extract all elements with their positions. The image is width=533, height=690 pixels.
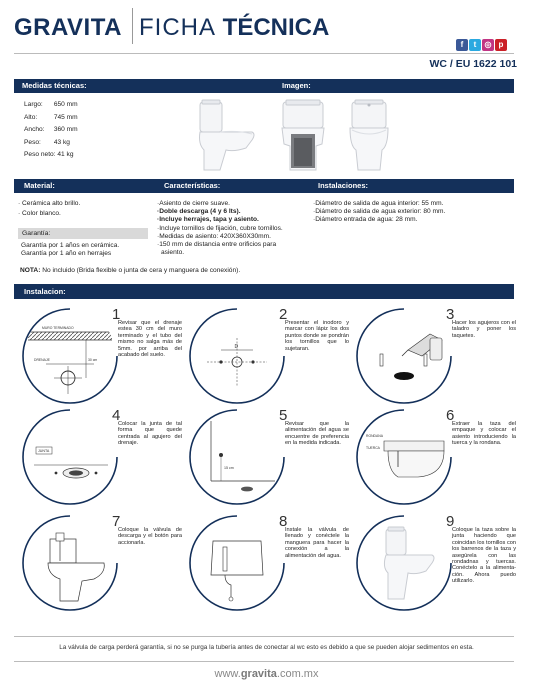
section-bar-features bbox=[14, 179, 514, 193]
step-number: 3 bbox=[446, 306, 455, 323]
title-bold: TÉCNICA bbox=[222, 14, 330, 41]
list-item: ·Doble descarga (4 y 6 lts). bbox=[157, 208, 241, 216]
step-number: 6 bbox=[446, 407, 455, 424]
medidas-list bbox=[24, 101, 144, 164]
section-bar-specs bbox=[14, 79, 514, 93]
step-illustration bbox=[191, 310, 283, 402]
label-rondana: RONDANA bbox=[366, 434, 383, 438]
list-item: ·Diámetro de salida de agua interior: 55 mm. bbox=[313, 200, 444, 207]
step-illustration bbox=[24, 411, 116, 503]
label-muro: MURO TERMINADO bbox=[42, 326, 74, 330]
step-text: Extraer la taza del empaque y colocar el asiento introduciendo la tuerca y la rondana. bbox=[452, 421, 516, 447]
nota-label: NOTA: bbox=[20, 267, 41, 274]
list-item: ·Diámetro entrada de agua: 28 mm. bbox=[313, 216, 418, 224]
product-image-front bbox=[346, 98, 392, 174]
list-item: ·Incluye herrajes, tapa y asiento. bbox=[157, 216, 259, 224]
instalaciones-list bbox=[313, 200, 513, 225]
instalaciones-heading: Instalaciones: bbox=[318, 181, 369, 190]
install-step-2 bbox=[181, 304, 349, 409]
product-image-side bbox=[190, 98, 262, 174]
material-heading: Material: bbox=[24, 181, 55, 190]
step-number: 1 bbox=[112, 306, 121, 323]
step-illustration bbox=[358, 517, 450, 609]
step-text: Presentar el inodoro y marcar con lápiz los dos puntos donde se pondrán los tornillos que lo sujetaran. bbox=[285, 320, 349, 352]
title-light: FICHA bbox=[139, 14, 216, 41]
label-drenaje: DRENAJE bbox=[34, 358, 50, 362]
step-text: Coloque la taza sobre la junta haciendo que coincidan los tornillos con los barrenos de la taza y asegúrela con las rondadnas y tuercas. Conéctelo a la alimenta-ción. Ahora puedo utilizarlo. bbox=[452, 527, 516, 585]
product-image-back bbox=[278, 98, 328, 174]
step-number: 4 bbox=[112, 407, 121, 424]
section-bar-install bbox=[14, 284, 514, 299]
label-d: D bbox=[234, 344, 239, 350]
step-text: Coloque la válvula de descarga y el botón para accionarla. bbox=[118, 527, 182, 546]
instagram-icon[interactable]: ◎ bbox=[482, 39, 494, 51]
imagen-heading: Imagen: bbox=[282, 81, 311, 90]
step-number: 8 bbox=[279, 513, 288, 530]
label-junta: JUNTA bbox=[38, 449, 50, 453]
install-step-7 bbox=[14, 511, 182, 616]
pinterest-icon[interactable]: p bbox=[495, 39, 507, 51]
nota-text: No incluido (Brida flexible o junta de cera y manguera de conexión). bbox=[42, 267, 241, 274]
step-text: Revisar que el drenaje estea 30 cm del muro terminado y el tubo del mismo no salga más de 5mm. por arriba del acabado del suelo. bbox=[118, 320, 182, 359]
step-number: 9 bbox=[446, 513, 455, 530]
list-item: ·Medidas de asiento: 420X360X30mm. bbox=[157, 232, 272, 240]
label-15cm: 15 cm bbox=[224, 466, 234, 470]
header-divider bbox=[132, 8, 133, 44]
material-list bbox=[18, 200, 153, 218]
caracteristicas-list bbox=[157, 200, 307, 257]
list-item: · Cerámica alto brillo. bbox=[18, 200, 81, 207]
install-step-6 bbox=[348, 405, 516, 510]
caracteristicas-heading: Características: bbox=[164, 181, 221, 190]
step-illustration bbox=[191, 517, 283, 609]
footer-disclaimer: La válvula de carga perderá garantía, si no se purga la tubería antes de conectar al wc esto es debido a que se pueden alojar sedimentos en esta. bbox=[59, 644, 474, 651]
instalacion-heading: Instalacion: bbox=[24, 287, 66, 296]
garantia-header: Garantía: bbox=[18, 228, 148, 239]
step-number: 7 bbox=[112, 513, 121, 530]
spec-row: Ancho: 360 mm bbox=[24, 126, 78, 133]
twitter-icon[interactable]: t bbox=[469, 39, 481, 51]
label-tuerca: TUERCA bbox=[366, 446, 380, 450]
list-item: ·150 mm de distancia entre orificios para asiento. bbox=[157, 241, 277, 257]
list-item: Garantía por 1 años en cerámica. bbox=[21, 242, 120, 249]
footer-rule-top bbox=[14, 636, 514, 637]
step-text: Revisar que la alimentación del agua se encuentre de preferencia en la medida indicada. bbox=[285, 421, 349, 447]
step-illustration bbox=[24, 517, 116, 609]
step-illustration bbox=[191, 411, 283, 503]
social-links bbox=[455, 34, 507, 52]
install-step-4 bbox=[14, 405, 182, 510]
install-step-1 bbox=[14, 304, 182, 409]
list-item: · Color blanco. bbox=[18, 210, 61, 218]
step-text: Colocar la junta de tal forma que quede centrada al agujero del drenaje. bbox=[118, 421, 182, 447]
install-step-5 bbox=[181, 405, 349, 510]
spec-row: Peso neto: 41 kg bbox=[24, 151, 74, 158]
spec-row: Alto: 745 mm bbox=[24, 113, 78, 121]
header-rule bbox=[14, 53, 514, 54]
step-illustration bbox=[24, 310, 116, 402]
install-step-9 bbox=[348, 511, 516, 616]
step-illustration bbox=[358, 411, 450, 503]
list-item: ·Diámetro de salida de agua exterior: 80 mm. bbox=[313, 208, 446, 216]
list-item: ·Incluye tornillos de fijación, cubre tornillos. bbox=[157, 224, 283, 232]
install-step-8 bbox=[181, 511, 349, 616]
footer-url[interactable]: www.gravita.com.mx bbox=[214, 668, 319, 680]
footer-rule bbox=[14, 661, 514, 662]
step-number: 5 bbox=[279, 407, 288, 424]
nota bbox=[20, 267, 500, 275]
step-number: 2 bbox=[279, 306, 288, 323]
brand-logo: GRAVITA bbox=[14, 14, 122, 41]
spec-row: Largo: 650 mm bbox=[24, 101, 78, 108]
step-illustration bbox=[358, 310, 450, 402]
page-title bbox=[139, 14, 329, 42]
model-number: WC / EU 1622 101 bbox=[429, 58, 517, 70]
medidas-heading: Medidas técnicas: bbox=[22, 81, 87, 90]
list-item: ·Asiento de cierre suave. bbox=[157, 200, 230, 207]
step-text: Instale la válvula de llenado y conéctele la manguera para hacer la conexión a la alimentación del agua. bbox=[285, 527, 349, 559]
list-item: Garantía por 1 año en herrajes bbox=[21, 250, 112, 258]
step-text: Hacer los agujeros con el taladro y poner los taquetes. bbox=[452, 320, 516, 339]
spec-row: Peso: 43 kg bbox=[24, 138, 70, 146]
facebook-icon[interactable]: f bbox=[456, 39, 468, 51]
garantia-list bbox=[21, 242, 161, 258]
install-step-3 bbox=[348, 304, 516, 409]
label-30cm: 30 cm bbox=[88, 358, 98, 362]
